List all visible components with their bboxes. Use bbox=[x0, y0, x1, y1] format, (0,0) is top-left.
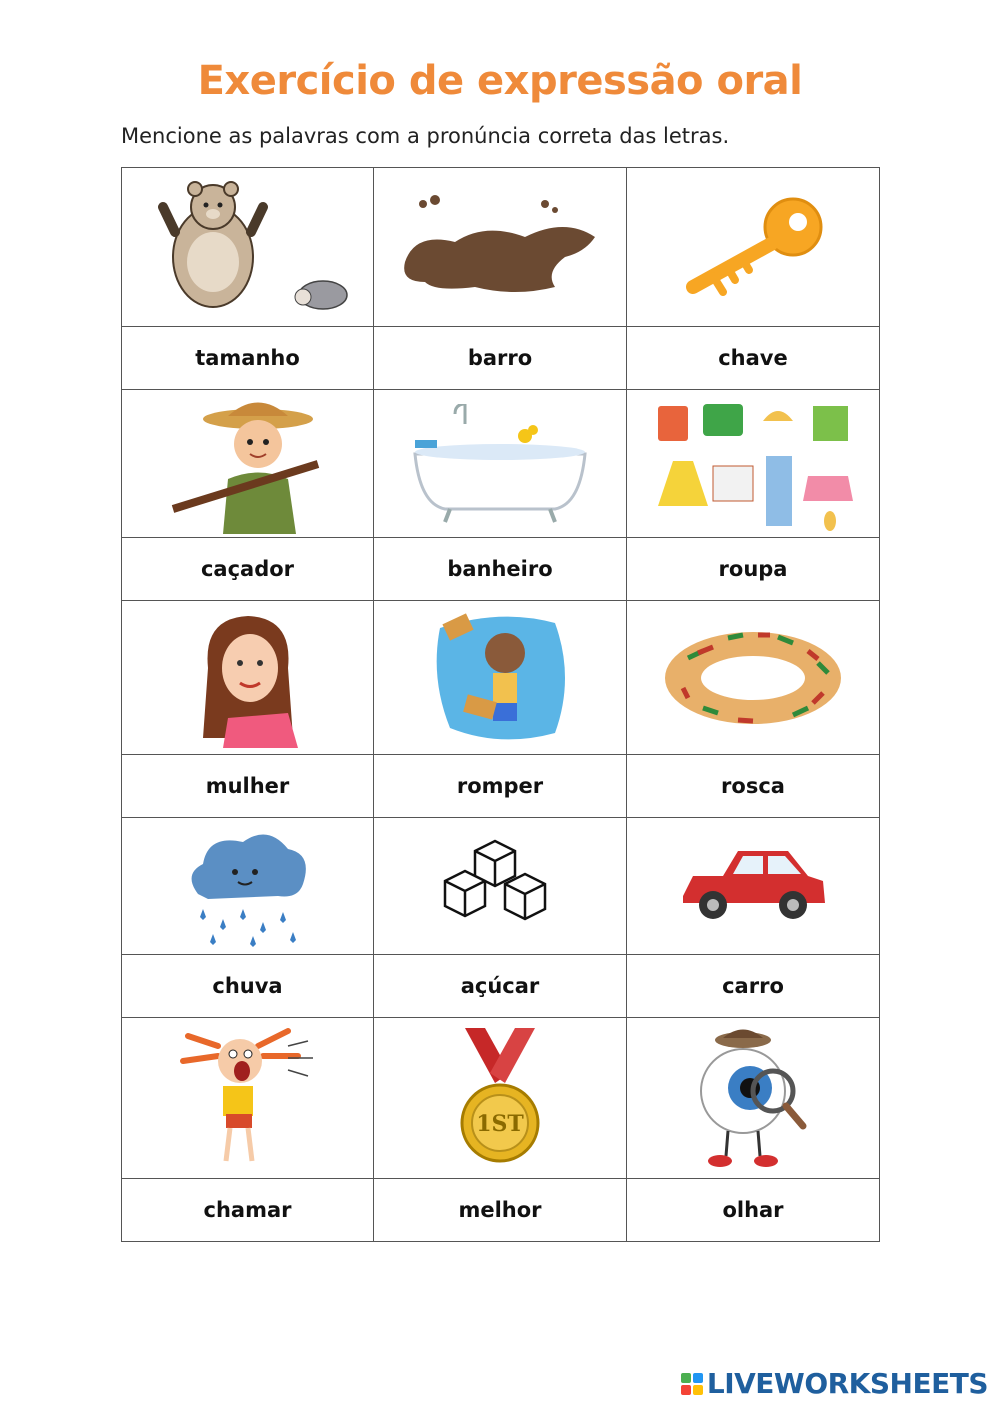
picture-cell bbox=[122, 1018, 374, 1179]
shouting-girl-icon bbox=[178, 1026, 318, 1171]
woman-icon bbox=[188, 608, 308, 748]
sugar-cubes-icon bbox=[440, 836, 560, 936]
key-icon bbox=[673, 192, 833, 302]
picture-cell bbox=[374, 168, 627, 327]
logo-mark-icon bbox=[681, 1373, 703, 1395]
picture-cell bbox=[122, 818, 374, 955]
picture-cell bbox=[374, 601, 627, 755]
mud-puddle-icon bbox=[395, 192, 605, 302]
picture-cell bbox=[374, 818, 627, 955]
picture-cell bbox=[122, 168, 374, 327]
liveworksheets-logo bbox=[681, 1367, 988, 1400]
hunter-icon bbox=[168, 394, 328, 534]
word-cell[interactable]: romper bbox=[374, 755, 627, 818]
picture-cell bbox=[374, 390, 627, 538]
picture-cell bbox=[627, 168, 880, 327]
word-cell[interactable]: chave bbox=[627, 327, 880, 390]
picture-cell bbox=[122, 390, 374, 538]
word-cell[interactable]: caçador bbox=[122, 538, 374, 601]
word-cell[interactable]: melhor bbox=[374, 1179, 627, 1242]
picture-cell bbox=[627, 818, 880, 955]
word-cell[interactable]: olhar bbox=[627, 1179, 880, 1242]
picture-cell bbox=[374, 1018, 627, 1179]
eye-detective-icon bbox=[688, 1026, 818, 1171]
word-cell[interactable]: banheiro bbox=[374, 538, 627, 601]
picture-cell bbox=[627, 390, 880, 538]
word-cell[interactable]: mulher bbox=[122, 755, 374, 818]
logo-text: LIVEWORKSHEETS bbox=[706, 1367, 988, 1400]
picture-cell bbox=[122, 601, 374, 755]
word-cell[interactable]: roupa bbox=[627, 538, 880, 601]
word-cell[interactable]: barro bbox=[374, 327, 627, 390]
word-cell[interactable]: rosca bbox=[627, 755, 880, 818]
vocabulary-grid bbox=[121, 167, 880, 1242]
gold-medal-icon bbox=[450, 1028, 550, 1168]
word-cell[interactable]: carro bbox=[627, 955, 880, 1018]
word-cell[interactable]: chuva bbox=[122, 955, 374, 1018]
picture-cell bbox=[627, 1018, 880, 1179]
rain-cloud-icon bbox=[183, 824, 313, 949]
instructions-text: Mencione as palavras com a pronúncia correta das letras. bbox=[121, 124, 730, 148]
word-cell[interactable]: chamar bbox=[122, 1179, 374, 1242]
rosca-icon bbox=[658, 623, 848, 733]
bear-hedgehog-icon bbox=[143, 177, 353, 317]
breaking-boy-icon bbox=[425, 608, 575, 748]
clothes-icon bbox=[648, 396, 858, 531]
worksheet-title: Exercício de expressão oral bbox=[197, 58, 803, 104]
car-icon bbox=[673, 841, 833, 931]
svg-text:1ST: 1ST bbox=[476, 1111, 524, 1137]
word-cell[interactable]: açúcar bbox=[374, 955, 627, 1018]
bathtub-icon bbox=[405, 404, 595, 524]
word-cell[interactable]: tamanho bbox=[122, 327, 374, 390]
picture-cell bbox=[627, 601, 880, 755]
